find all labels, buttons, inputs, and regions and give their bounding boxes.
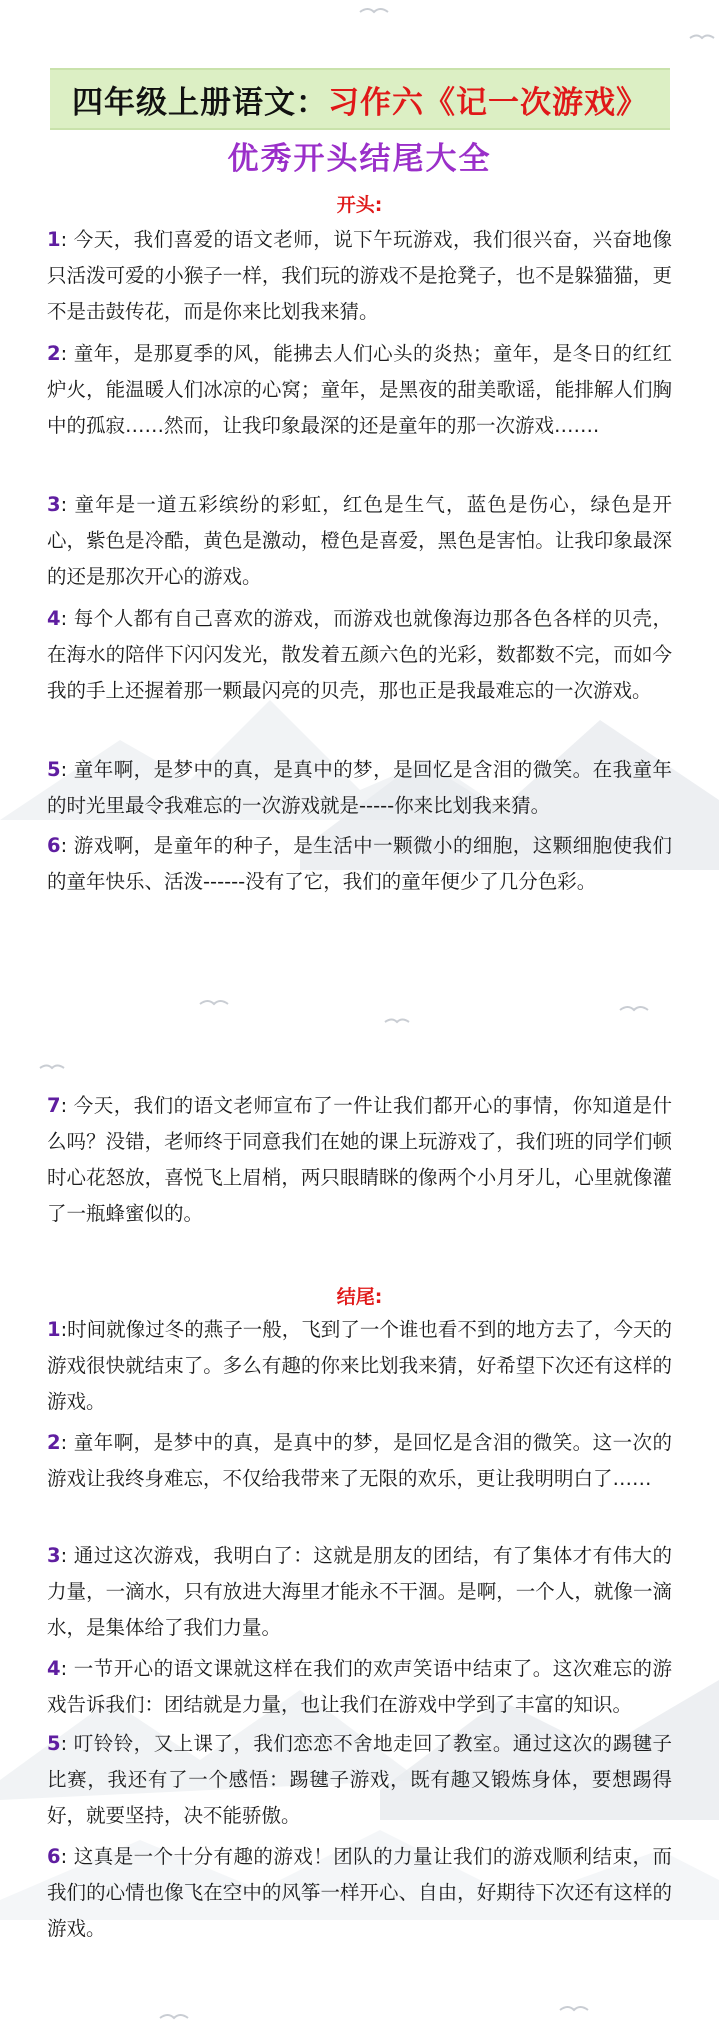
ending-item bbox=[47, 1651, 672, 1723]
ending-item bbox=[47, 1538, 672, 1646]
item-number: 4 bbox=[47, 1657, 61, 1680]
opening-item bbox=[47, 1088, 672, 1232]
opening-item bbox=[47, 487, 672, 595]
ending-item bbox=[47, 1839, 672, 1947]
item-text: : 今天，我们喜爱的语文老师，说下午玩游戏，我们很兴奋，兴奋地像只活泼可爱的小猴子一样，我们玩的游戏不是抢凳子，也不是躲猫猫，更不是击鼓传花，而是你来比划我来猜。 bbox=[47, 228, 672, 323]
item-text: : 童年是一道五彩缤纷的彩虹，红色是生气，蓝色是伤心，绿色是开心，紫色是冷酷，黄色是激动，橙色是喜爱，黑色是害怕。让我印象最深的还是那次开心的游戏。 bbox=[47, 493, 672, 588]
item-number: 4 bbox=[47, 607, 61, 630]
page-subtitle: 优秀开头结尾大全 bbox=[227, 141, 492, 177]
item-text: : 游戏啊，是童年的种子，是生活中一颗微小的细胞，这颗细胞使我们的童年快乐、活泼------没有了它，我们的童年便少了几分色彩。 bbox=[47, 834, 672, 893]
page-title bbox=[50, 68, 670, 130]
ending-item bbox=[47, 1726, 672, 1834]
opening-item bbox=[47, 222, 672, 330]
item-number: 6 bbox=[47, 834, 61, 857]
item-text: : 今天，我们的语文老师宣布了一件让我们都开心的事情，你知道是什么吗？没错，老师终于同意我们在她的课上玩游戏了，我们班的同学们顿时心花怒放，喜悦飞上眉梢，两只眼睛眯的像两个小月牙儿，心里就像灌了一瓶蜂蜜似的。 bbox=[47, 1094, 672, 1225]
item-number: 6 bbox=[47, 1845, 61, 1868]
item-text: : 童年，是那夏季的风，能拂去人们心头的炎热；童年，是冬日的红红炉火，能温暖人们冰凉的心窝；童年，是黑夜的甜美歌谣，能排解人们胸中的孤寂……然而，让我印象最深的还是童年的那一次游戏……. bbox=[47, 342, 672, 437]
item-number: 1 bbox=[47, 228, 61, 251]
item-number: 2 bbox=[47, 1431, 61, 1454]
item-text: : 每个人都有自己喜欢的游戏，而游戏也就像海边那各色各样的贝壳，在海水的陪伴下闪闪发光，散发着五颜六色的光彩，数都数不完，而如今我的手上还握着那一颗最闪亮的贝壳，那也正是我最难忘的一次游戏。 bbox=[47, 607, 672, 702]
item-number: 1 bbox=[47, 1318, 61, 1341]
opening-item bbox=[47, 752, 672, 824]
endings-heading: 结尾: bbox=[336, 1286, 383, 1308]
item-text: :时间就像过冬的燕子一般，飞到了一个谁也看不到的地方去了，今天的游戏很快就结束了。多么有趣的你来比划我来猜，好希望下次还有这样的游戏。 bbox=[47, 1318, 672, 1413]
item-text: : 这真是一个十分有趣的游戏！团队的力量让我们的游戏顺利结束，而我们的心情也像飞在空中的风筝一样开心、自由，好期待下次还有这样的游戏。 bbox=[47, 1845, 672, 1940]
item-text: : 童年啊，是梦中的真，是真中的梦，是回忆是含泪的微笑。这一次的游戏让我终身难忘，不仅给我带来了无限的欢乐，更让我明明白了…… bbox=[47, 1431, 672, 1490]
item-text: : 一节开心的语文课就这样在我们的欢声笑语中结束了。这次难忘的游戏告诉我们：团结就是力量，也让我们在游戏中学到了丰富的知识。 bbox=[47, 1657, 672, 1716]
opening-item bbox=[47, 828, 672, 900]
item-number: 2 bbox=[47, 342, 61, 365]
ending-item bbox=[47, 1312, 672, 1420]
item-text: : 叮铃铃，又上课了，我们恋恋不舍地走回了教室。通过这次的踢毽子比赛，我还有了一个感悟：踢毽子游戏，既有趣又锻炼身体，要想踢得好，就要坚持，决不能骄傲。 bbox=[47, 1732, 672, 1827]
opening-item bbox=[47, 336, 672, 444]
item-number: 3 bbox=[47, 1544, 61, 1567]
openings-heading: 开头: bbox=[336, 194, 383, 216]
item-number: 7 bbox=[47, 1094, 61, 1117]
title-grade: 四年级上册语文： bbox=[72, 84, 328, 121]
item-number: 3 bbox=[47, 493, 61, 516]
item-text: : 童年啊，是梦中的真，是真中的梦，是回忆是含泪的微笑。在我童年的时光里最令我难忘的一次游戏就是-----你来比划我来猜。 bbox=[47, 758, 672, 817]
item-number: 5 bbox=[47, 1732, 61, 1755]
opening-item bbox=[47, 601, 672, 709]
ending-item bbox=[47, 1425, 672, 1497]
title-topic: 习作六《记一次游戏》 bbox=[328, 84, 648, 121]
item-text: : 通过这次游戏，我明白了：这就是朋友的团结，有了集体才有伟大的力量，一滴水，只有放进大海里才能永不干涸。是啊，一个人，就像一滴水，是集体给了我们力量。 bbox=[47, 1544, 672, 1639]
item-number: 5 bbox=[47, 758, 61, 781]
